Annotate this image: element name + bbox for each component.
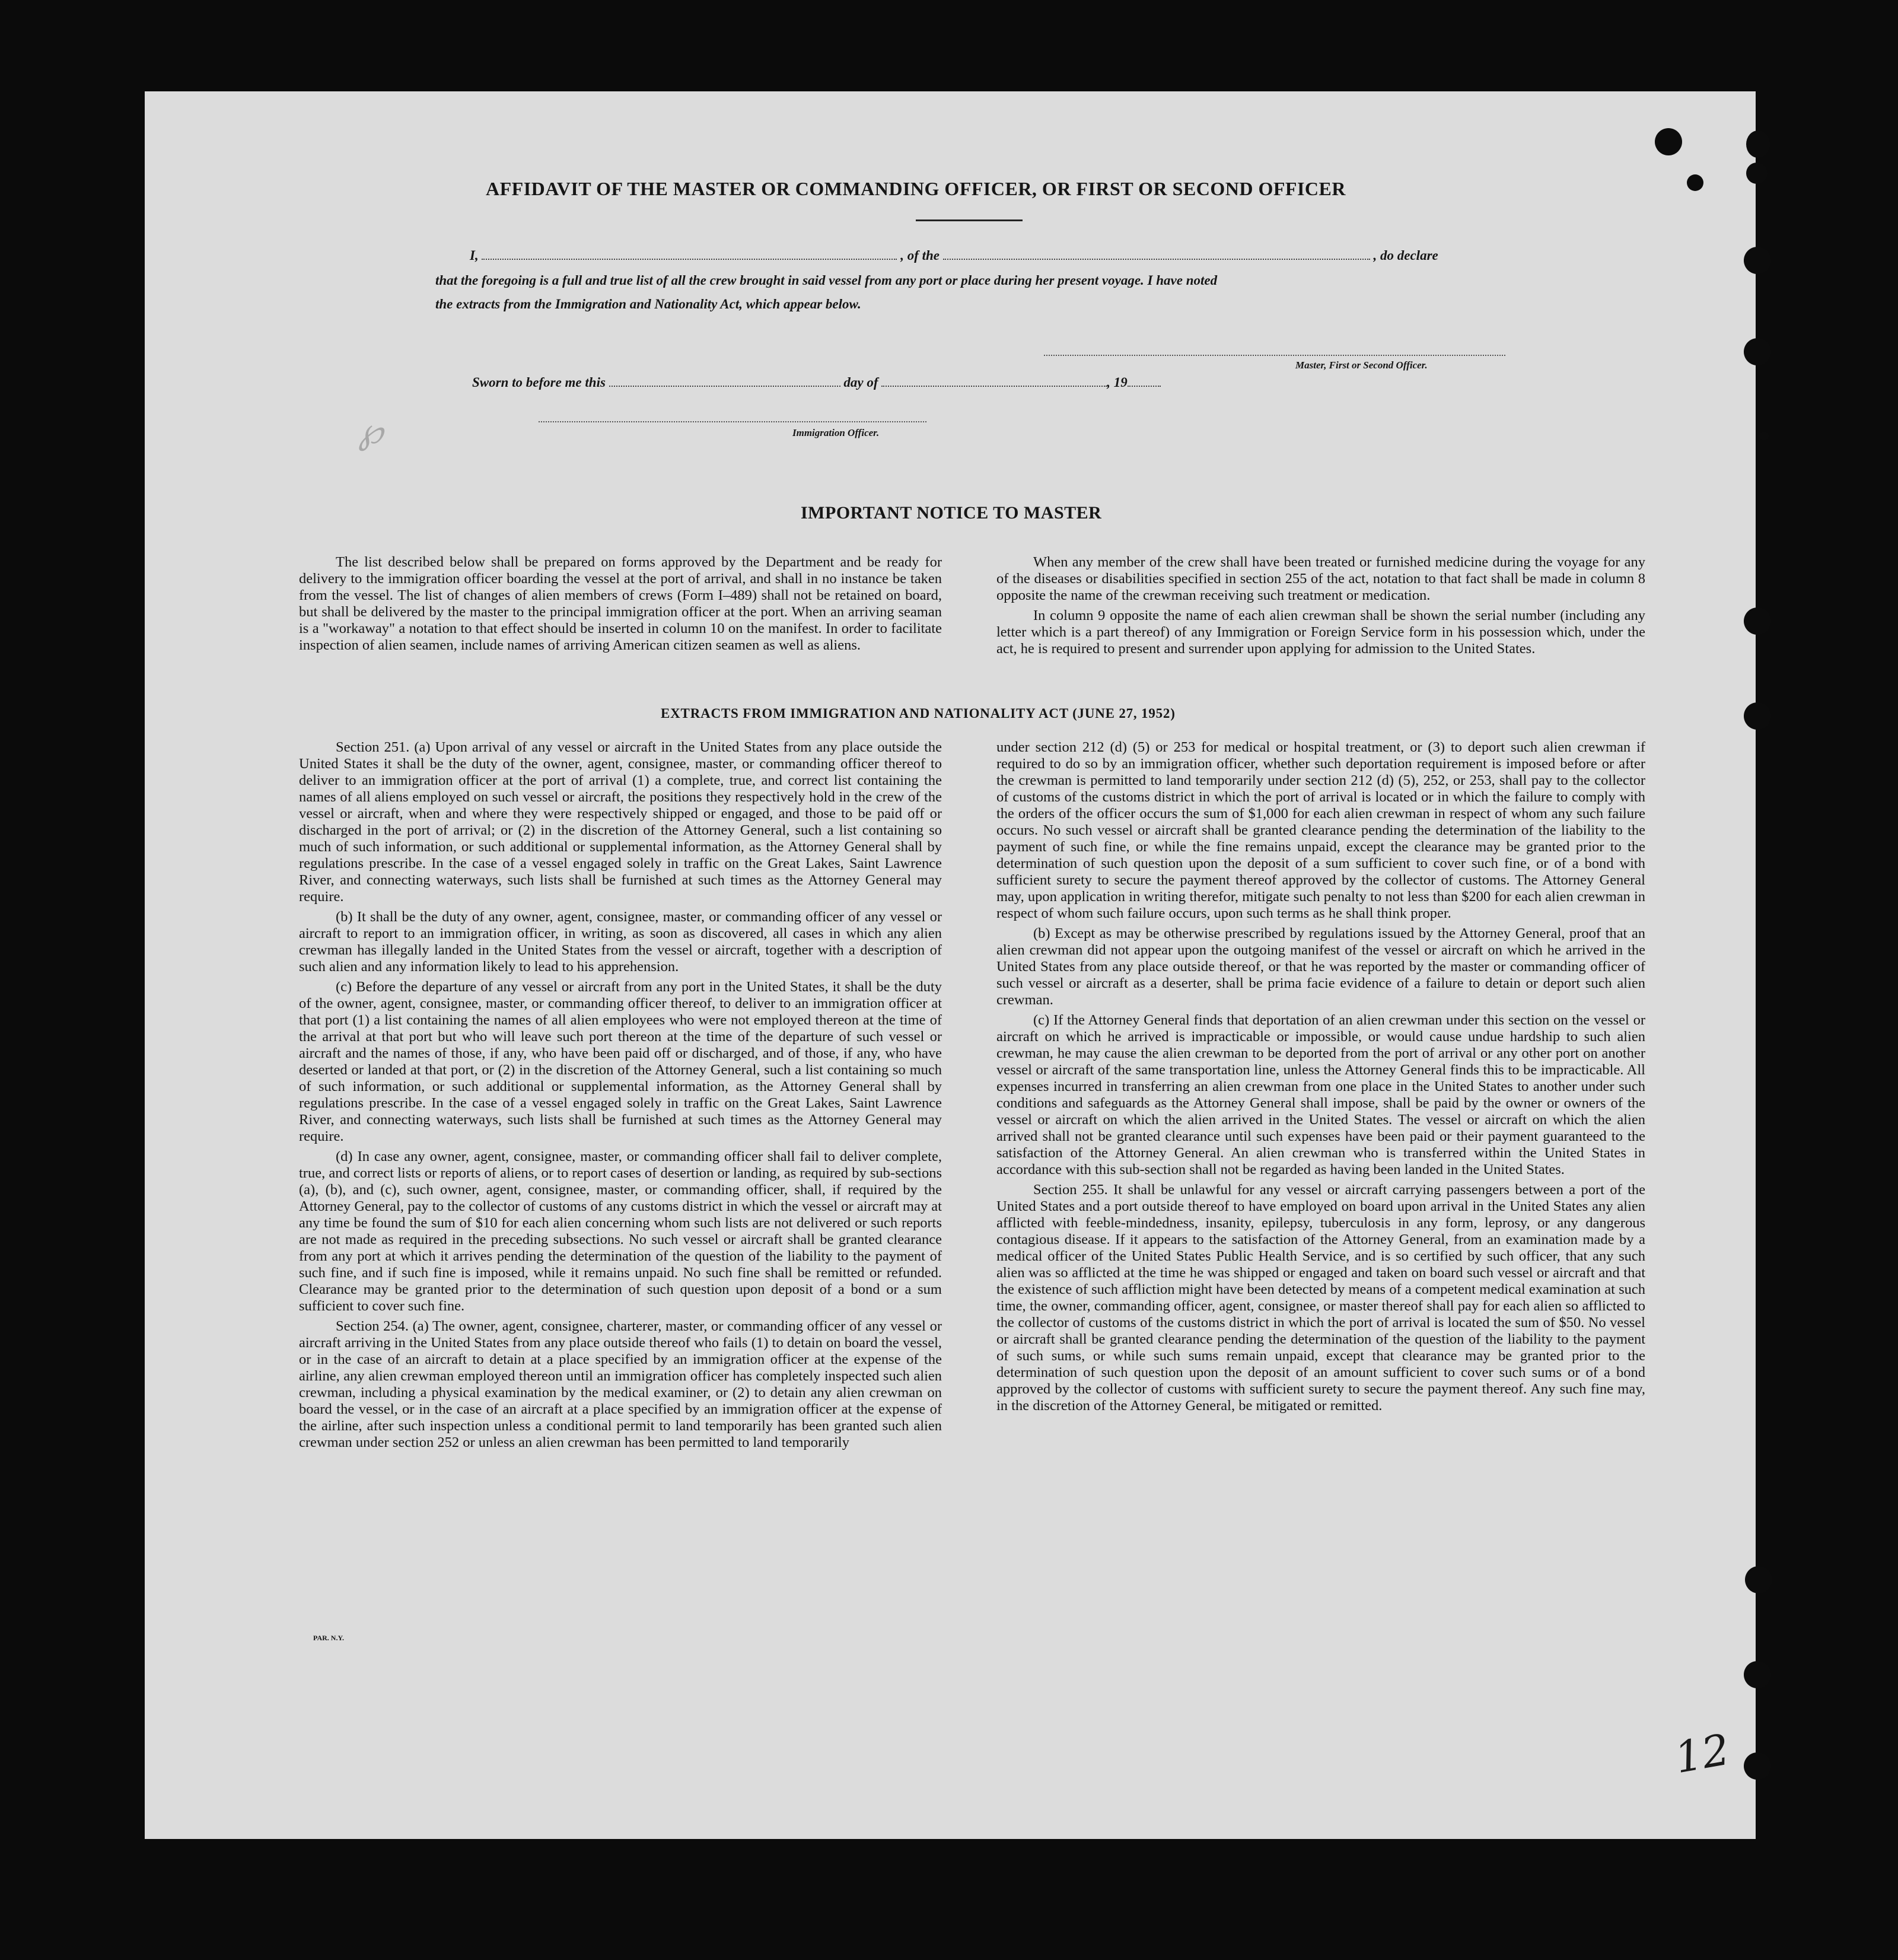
affidavit-title: AFFIDAVIT OF THE MASTER OR COMMANDING OFFICER, OR FIRST OR SECOND OFFICER — [486, 178, 1346, 199]
punch-hole — [1744, 1661, 1771, 1688]
master-signature-line[interactable] — [1044, 355, 1505, 356]
declarant-prefix: I, — [470, 248, 479, 263]
punch-hole — [1759, 432, 1769, 440]
punch-hole — [1744, 607, 1771, 635]
handwritten-page-number: 12 — [1671, 1724, 1734, 1783]
punch-hole — [1655, 128, 1682, 155]
officer-signature-caption: Immigration Officer. — [792, 427, 880, 438]
sworn-line — [472, 375, 1161, 390]
master-signature-caption: Master, First or Second Officer. — [1295, 359, 1428, 371]
section-251-c: (c) Before the departure of any vessel or aircraft from any port in the United States, it shall be the duty of the owner, agent, consignee, master, or commanding officer thereof, to deliver to an immigration officer at that port (1) a list containing the names of all alien employees who were not employed thereon at the time of the arrival at that port but who will leave such port thereon at the time of the departure of such vessel or aircraft and the names of those, if any, who have been paid off or discharged, and of those, if any, who have deserted or landed at that port, or (2) in the discretion of the Attorney General, such a list containing so much of such information, or such additional or supplemental information, as the Attorney General shall by regulations prescribe. In the case of a vessel engaged solely in traffic on the Great Lakes, Saint Lawrence River, and connecting waterways, such lists shall be furnished at such times as the Attorney General may require. — [299, 979, 942, 1144]
sworn-month-field[interactable] — [881, 385, 1107, 387]
printer-mark: PAR. N.Y. — [313, 1634, 345, 1642]
sworn-year-field[interactable] — [1128, 385, 1161, 387]
notice-title: IMPORTANT NOTICE TO MASTER — [801, 503, 1102, 523]
punch-hole — [1744, 1752, 1771, 1780]
sworn-label: Sworn to before me this — [472, 375, 606, 390]
section-251-d: (d) In case any owner, agent, consignee, master, or commanding officer shall fail to deliver complete, true, and correct lists or reports of aliens, or to report cases of desertion or landing, as required by sub-sections (a), (b), and (c), such owner, agent, consignee, master, or commanding officer, shall, if required by the Attorney General, pay to the collector of customs of any customs district in which the vessel or aircraft may at any time be found the sum of $10 for each alien concerning whom such lists are not delivered or such reports are not made as required in the preceding subsections. No such vessel or aircraft shall be granted clearance from any port at which it arrives pending the determination of the question of the liability to the payment of such fine, and if such fine is imposed, while it remains unpaid. No such fine shall be remitted or refunded. Clearance may be granted prior to the determination of such question upon deposit of a bond or a sum sufficient to cover such fine. — [299, 1148, 942, 1314]
section-254-c: (c) If the Attorney General finds that deportation of an alien crewman under this section on the vessel or aircraft on which he arrived is impracticable or impossible, or would cause undue hardship to such alien crewman, he may cause the alien crewman to be deported from the port of arrival or any other port on another vessel or aircraft of the same transportation line, unless the Attorney General finds this to be impracticable. All expenses incurred in transferring an alien crewman from one place in the United States to another under such conditions and safeguards as the Attorney General shall impose, shall be paid by the owner or owners of the vessel or aircraft on which the alien arrived in the United States. The vessel or aircraft on which the alien arrived shall not be granted clearance until such expenses have been paid or their payment guaranteed to the satisfaction of the Attorney General. An alien crewman who is transferred within the United States in accordance with this sub-section shall not be regarded as having been landed in the United States. — [996, 1012, 1645, 1178]
day-of-label: day of — [843, 375, 878, 390]
sworn-day-field[interactable] — [609, 385, 840, 387]
punch-hole — [1687, 174, 1703, 191]
do-declare-label: , do declare — [1373, 248, 1438, 263]
declaration-line-1 — [470, 248, 1438, 263]
pencil-mark: ℘ — [358, 412, 383, 451]
document-page — [145, 91, 1756, 1839]
section-251-a: Section 251. (a) Upon arrival of any vessel or aircraft in the United States from any place outside the United States it shall be the duty of the owner, agent, consignee, master, or commanding officer thereof to deliver to an immigration officer at the port of arrival (1) a complete, true, and correct list containing the names of all aliens employed on such vessel or aircraft, the positions they respectively hold in the crew of the vessel or aircraft, when and where they were respectively shipped or engaged, and those to be paid off or discharged in the port of arrival; or (2) in the discretion of the Attorney General, such a list containing so much of such information, or such additional or supplemental information, as the Attorney General shall by regulations prescribe. In the case of a vessel engaged solely in traffic on the Great Lakes, Saint Lawrence River, and connecting waterways, such lists shall be furnished at such times as the Attorney General may require. — [299, 739, 942, 905]
notice-right-text-2: In column 9 opposite the name of each alien crewman shall be shown the serial number (including any letter which is a part thereof) of any Immigration or Foreign Service form in his possession which, under the act, he is required to present and surrender upon applying for admission to the United States. — [996, 607, 1645, 657]
declaration-line-2: that the foregoing is a full and true list of all the crew brought in said vessel from any port or place during her present voyage. I have noted — [435, 273, 1218, 288]
section-254-b: (b) Except as may be otherwise prescribed by regulations issued by the Attorney General, proof that an alien crewman did not appear upon the outgoing manifest of the vessel or aircraft on which he arrived in the United States from any place outside thereof, or that he was reported by the master or commanding officer of such vessel or aircraft as a deserter, shall be prima facie evidence of a failure to detain or deport such alien crewman. — [996, 925, 1645, 1008]
of-the-label: , of the — [900, 248, 940, 263]
title-rule — [916, 219, 1023, 221]
year-prefix: , 19 — [1107, 375, 1128, 390]
punch-hole — [1745, 1566, 1772, 1593]
extracts-title: EXTRACTS FROM IMMIGRATION AND NATIONALITY ACT (JUNE 27, 1952) — [661, 706, 1176, 721]
section-255: Section 255. It shall be unlawful for any vessel or aircraft carrying passengers between a port of the United States and a port outside thereof to have employed on board upon arrival in the United States any alien afflicted with feeble-mindedness, insanity, epilepsy, tuberculosis in any form, leprosy, or any dangerous contagious disease. If it appears to the satisfaction of the Attorney General, from an examination made by a medical officer of the United States Public Health Service, and is so certified by such officer, that any such alien was so afflicted at the time he was shipped or engaged and taken on board such vessel or aircraft and that the existence of such affliction might have been detected by means of a competent medical examination at such time, the owner, commanding officer, agent, consignee, or master thereof shall pay for each alien so afflicted to the collector of customs of the customs district in which the port of arrival is located the sum of $50. No vessel or aircraft shall be granted clearance pending the determination of the question of the liability to the payment of such sums, or while such sums remain unpaid, except that clearance may be granted prior to the determination of such question upon the deposit of an amount sufficient to cover such sums or of a bond approved by the collector of customs with sufficient surety to secure the payment thereof. Any such fine may, in the discretion of the Attorney General, be mitigated or remitted. — [996, 1182, 1645, 1414]
section-254-a: Section 254. (a) The owner, agent, consignee, charterer, master, or commanding officer of any vessel or aircraft arriving in the United States from any place outside thereof who fails (1) to detain on board the vessel, or in the case of an aircraft to detain at a place specified by an immigration officer at the expense of the airline, any alien crewman employed thereon until an immigration officer has completely inspected such alien crewman, including a physical examination by the medical examiner, or (2) to detain any alien crewman on board the vessel, or in the case of an aircraft at a place specified by an immigration officer at the expense of the airline, after such inspection unless a conditional permit to land temporarily has been granted such alien crewman under section 252 or unless an alien crewman has been permitted to land temporarily — [299, 1318, 942, 1450]
extracts-right-column — [996, 739, 1645, 1418]
punch-hole — [1744, 247, 1771, 274]
punch-hole — [1746, 163, 1768, 184]
vessel-name-field[interactable] — [943, 258, 1370, 260]
extracts-left-column — [299, 739, 942, 1455]
notice-left-column — [299, 554, 942, 657]
notice-right-text-1: When any member of the crew shall have been treated or furnished medicine during the voyage for any of the diseases or disabilities specified in section 255 of the act, notation to that fact shall be made in column 8 opposite the name of the crewman receiving such treatment or medication. — [996, 554, 1645, 603]
punch-hole — [1744, 702, 1771, 730]
punch-hole — [1746, 131, 1770, 158]
section-254-a-continued: under section 212 (d) (5) or 253 for medical or hospital treatment, or (3) to deport such alien crewman if required to do so by an immigration officer, whether such deportation requirement is imposed before or after the crewman is permitted to land temporarily under section 212 (d) (5), 252, or 253, shall pay to the collector of customs of the customs district in which the port of arrival is located or in which the failure to comply with the orders of the officer occurs the sum of $1,000 for each alien crewman in respect of whom any such failure occurs. No such vessel or aircraft shall be granted clearance pending the determination of the liability to the payment of such fine, or while the fine remains unpaid, except the clearance may be granted prior to the determination of such question upon the deposit of a sum sufficient to cover such fine, or of a bond with sufficient surety to secure the payment thereof approved by the collector of customs. The Attorney General may, upon application in writing therefor, mitigate such penalty to not less than $200 for each alien crewman in respect of whom such failure occurs, upon such terms as he shall think proper. — [996, 739, 1645, 921]
declarant-name-field[interactable] — [482, 258, 897, 260]
declaration-line-3: the extracts from the Immigration and Nationality Act, which appear below. — [435, 297, 861, 311]
punch-hole — [1744, 338, 1771, 365]
notice-right-column — [996, 554, 1645, 661]
officer-signature-line[interactable] — [539, 421, 926, 422]
section-251-b: (b) It shall be the duty of any owner, agent, consignee, master, or commanding officer of any vessel or aircraft to report to an immigration officer, in writing, as soon as discovered, all cases in which any alien crewman has illegally landed in the United States from the vessel or aircraft, together with a description of such alien and any information likely to lead to his apprehension. — [299, 909, 942, 975]
notice-left-text: The list described below shall be prepared on forms approved by the Department and be ready for delivery to the immigration officer boarding the vessel at the port of arrival, and shall in no instance be taken from the vessel. The list of changes of alien members of crews (Form I–489) shall not be retained on board, but shall be delivered by the master to the principal immigration officer at the port. When an arriving seaman is a "workaway" a notation to that effect should be inserted in column 10 on the manifest. In order to facilitate inspection of alien seamen, include names of arriving American citizen seamen as well as aliens. — [299, 554, 942, 653]
